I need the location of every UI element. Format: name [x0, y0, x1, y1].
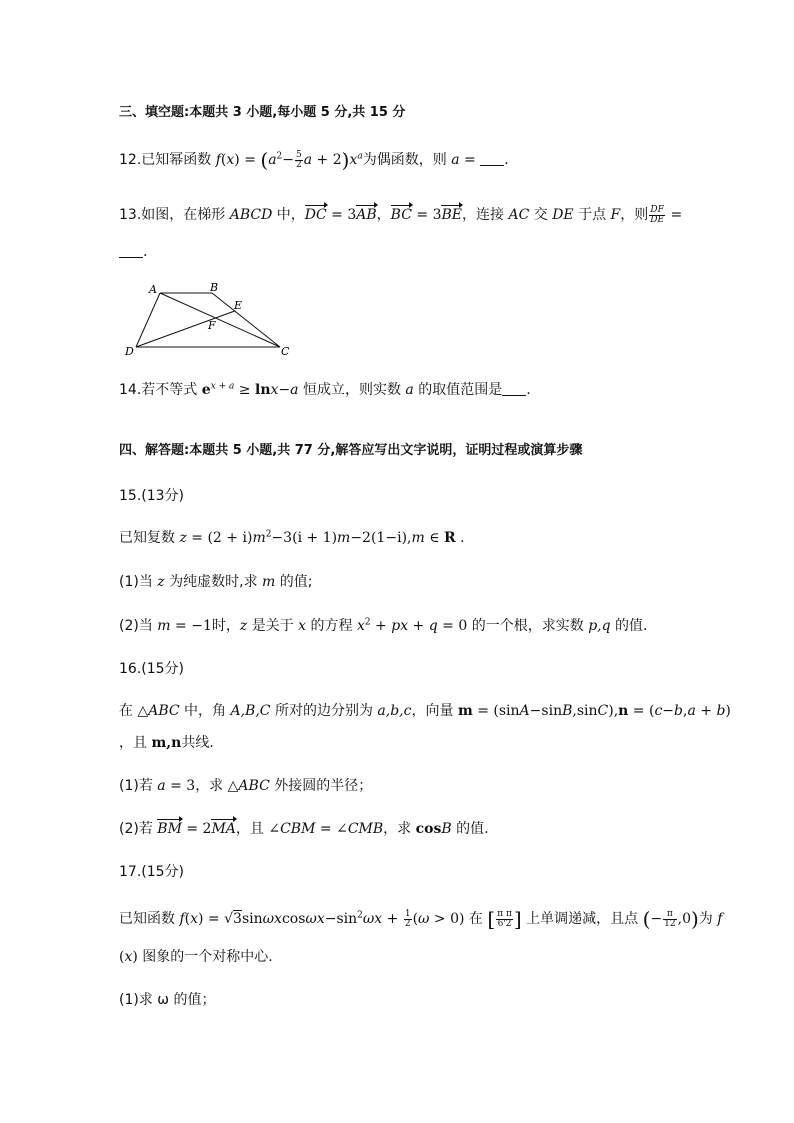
- trapezoid-figure: [120, 278, 300, 363]
- question-17-header: 17.(15分): [119, 864, 185, 880]
- q12-number: 12.: [119, 152, 142, 168]
- label-F: F: [208, 319, 216, 332]
- question-12: 12.已知幂函数 $f(x) = (a^2-$ $\frac{5}{2}$ $a + 2)x^a$为偶函数，则 a = .: [119, 148, 509, 172]
- question-14: 14.若不等式 $e^{x + a} \ge \ln x-a$ 恒成立，则实数 a 的取值范围是 .: [119, 381, 531, 398]
- question-16-stem-cont: ，且 m,n共线.: [119, 735, 214, 751]
- question-13-answer: .: [119, 242, 719, 262]
- question-15-header: 15.(13分): [119, 488, 185, 504]
- answer-blank[interactable]: [119, 243, 143, 258]
- label-A: A: [149, 283, 157, 296]
- edge-BC: [212, 293, 280, 347]
- question-15-part-2: (2)当 m = −1时，z 是关于 x 的方程 $x^2$ + px + q = 0 的一个根，求实数 p,q 的值.: [119, 617, 648, 634]
- label-D: D: [125, 345, 134, 358]
- edge-DA: [136, 293, 160, 347]
- question-13: 13.如图，在梯形 ABCD 中，DC = 3AB，BC = 3BE，连接 AC 交 DE 于点 F，则 $\frac{DF}{DE}$ =: [119, 204, 683, 225]
- label-E: E: [234, 299, 243, 312]
- question-17-stem-cont: (x) 图象的一个对称中心.: [119, 949, 273, 965]
- question-16-part-1: (1)若 a = 3，求 △ABC 外接圆的半径；: [119, 778, 373, 794]
- question-15-part-1: (1)当 z 为纯虚数时,求 m 的值;: [119, 574, 313, 590]
- label-B: B: [210, 281, 219, 294]
- section-3-heading: 三、填空题:本题共 3 小题,每小题 5 分,共 15 分: [119, 105, 406, 120]
- question-17-stem: 已知函数 $f(x) = √3\sin\omega xcos\omega x-\sin^2\omega x$ + $\frac{1}{2}$ (ω > 0) 在 [ $\frac{\text{π π}}{6'2}$ ] 上单调递减，且点 (− $\frac{\pi}{12}$ ,0)为 f: [119, 907, 723, 931]
- diagonal-AC: [160, 293, 280, 347]
- question-15-stem: 已知复数 $z = (2 + i)m^2-3(i + 1)m-2(1-i),m$ ∈ R .: [119, 529, 465, 546]
- question-16-stem: 在 △ABC 中，角 A,B,C 所对的边分别为 a,b,c，向量 m = (sinA−sinB,sinC),n = (c−b,a + b): [119, 703, 731, 719]
- segment-DE: [136, 311, 235, 347]
- question-17-part-1: (1)求 ω 的值；: [119, 992, 216, 1008]
- section-4-heading: 四、解答题:本题共 5 小题,共 77 分,解答应写出文字说明，证明过程或演算步骤: [119, 443, 583, 458]
- answer-blank[interactable]: [480, 151, 504, 166]
- answer-blank[interactable]: [502, 381, 526, 396]
- question-16-header: 16.(15分): [119, 661, 185, 677]
- label-C: C: [281, 345, 290, 358]
- question-16-part-2: (2)若 BM = 2MA，且 ∠CBM = ∠CMB，求 cosB 的值.: [119, 821, 489, 837]
